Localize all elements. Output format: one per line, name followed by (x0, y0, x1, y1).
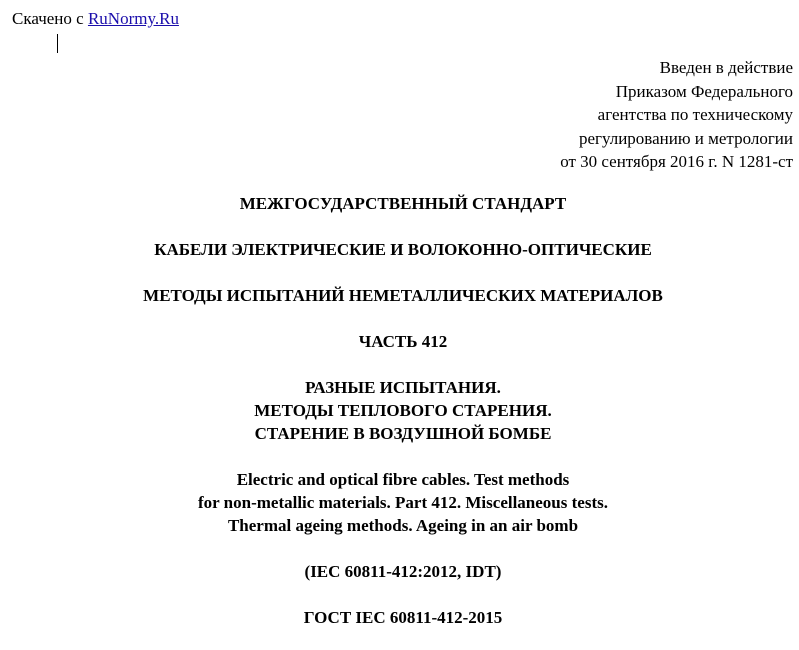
subtitle-line: СТАРЕНИЕ В ВОЗДУШНОЙ БОМБЕ (254, 424, 552, 443)
enactment-line: агентства по техническому (597, 105, 793, 124)
part-heading: ЧАСТЬ 412 (358, 332, 448, 351)
enactment-block (560, 56, 793, 174)
english-title-line: Thermal ageing methods. Ageing in an air bomb (227, 516, 579, 535)
document-titles (0, 192, 799, 629)
enactment-line: регулированию и метрологии (578, 128, 793, 148)
title-line-1: КАБЕЛИ ЭЛЕКТРИЧЕСКИЕ И ВОЛОКОННО-ОПТИЧЕСКИЕ (154, 240, 652, 259)
source-line (12, 9, 179, 29)
subtitle-line: МЕТОДЫ ТЕПЛОВОГО СТАРЕНИЯ. (254, 401, 552, 420)
standard-type-heading: МЕЖГОСУДАРСТВЕННЫЙ СТАНДАРТ (239, 194, 567, 213)
text-cursor (57, 34, 58, 53)
title-line-2: МЕТОДЫ ИСПЫТАНИЙ НЕМЕТАЛЛИЧЕСКИХ МАТЕРИАЛОВ (143, 286, 663, 305)
enactment-line: Введен в действие (659, 58, 793, 77)
source-link[interactable]: RuNormy.Ru (87, 9, 179, 28)
english-title-line: Electric and optical fibre cables. Test methods (236, 470, 570, 489)
standard-designation: ГОСТ IEC 60811-412-2015 (303, 608, 503, 627)
enactment-line: от 30 сентября 2016 г. N 1281-ст (560, 152, 793, 171)
subtitle-line: РАЗНЫЕ ИСПЫТАНИЯ. (305, 378, 501, 397)
enactment-line: Приказом Федерального (615, 81, 793, 101)
source-prefix: Скачено с (12, 9, 84, 28)
iec-reference: (IEC 60811-412:2012, IDT) (304, 562, 502, 581)
english-title-line: for non-metallic materials. Part 412. Miscellaneous tests. (198, 493, 608, 512)
